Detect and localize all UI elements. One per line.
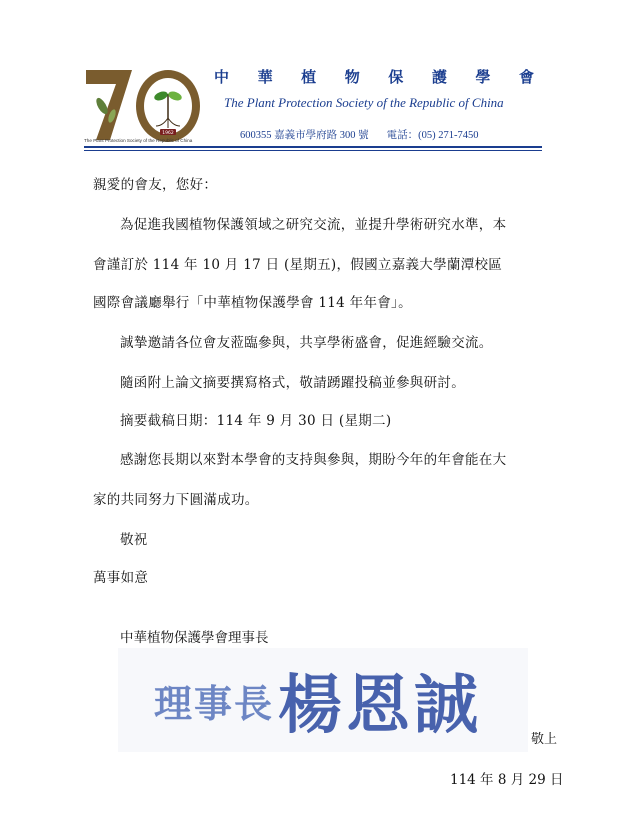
header-divider: [84, 146, 542, 148]
org-name-english: The Plant Protection Society of the Republic of China: [224, 95, 504, 110]
blessing: 萬事如意: [93, 570, 149, 586]
phone-number: (05) 271-7450: [418, 130, 479, 141]
signature-stamp: [118, 648, 528, 752]
seven-digit-shape: [86, 70, 132, 140]
paragraph-1-line-1: 為促進我國植物保護領域之研究交流，並提升學術研究水準，本: [120, 217, 507, 233]
society-70th-anniversary-logo: [84, 66, 204, 144]
paragraph-1-line-3: 國際會議廳舉行「中華植物保護學會 114 年年會」。: [93, 295, 412, 311]
letter-date: 114 年 8 月 29 日: [450, 772, 564, 788]
paragraph-3: 隨函附上論文摘要撰寫格式，敬請踴躍投稿並參與研討。: [120, 375, 465, 391]
org-name-chinese: 中 華 植 物 保 護 學 會: [214, 68, 534, 86]
logo-caption: The Plant Protection Society of the Republic of China: [84, 138, 193, 143]
paragraph-5-line-1: 感謝您長期以來對本學會的支持與參與，期盼今年的年會能在大: [120, 452, 507, 468]
paragraph-5-line-2: 家的共同努力下圓滿成功。: [93, 492, 259, 508]
abstract-deadline: 摘要截稿日期：114 年 9 月 30 日 (星期二): [120, 413, 392, 429]
stamp-name: 楊恩誠: [278, 668, 483, 743]
header-divider-thin: [84, 150, 542, 151]
closing-word: 敬上: [531, 732, 558, 747]
contact-line: [240, 127, 479, 142]
phone-label: 電話：: [386, 130, 419, 141]
closing: 敬祝: [120, 532, 148, 548]
svg-text:1962: 1962: [162, 131, 174, 136]
signer-title: 中華植物保護學會理事長: [120, 630, 269, 646]
letterhead: [84, 58, 542, 150]
paragraph-1-line-2: 會謹訂於 114 年 10 月 17 日 (星期五)，假國立嘉義大學蘭潭校區: [93, 257, 503, 273]
stamp-title: 理事長: [154, 680, 275, 726]
paragraph-2: 誠摯邀請各位會友蒞臨參與，共享學術盛會，促進經驗交流。: [120, 335, 493, 351]
address: 600355 嘉義市學府路 300 號: [240, 130, 369, 141]
greeting: 親愛的會友，您好：: [93, 177, 218, 193]
